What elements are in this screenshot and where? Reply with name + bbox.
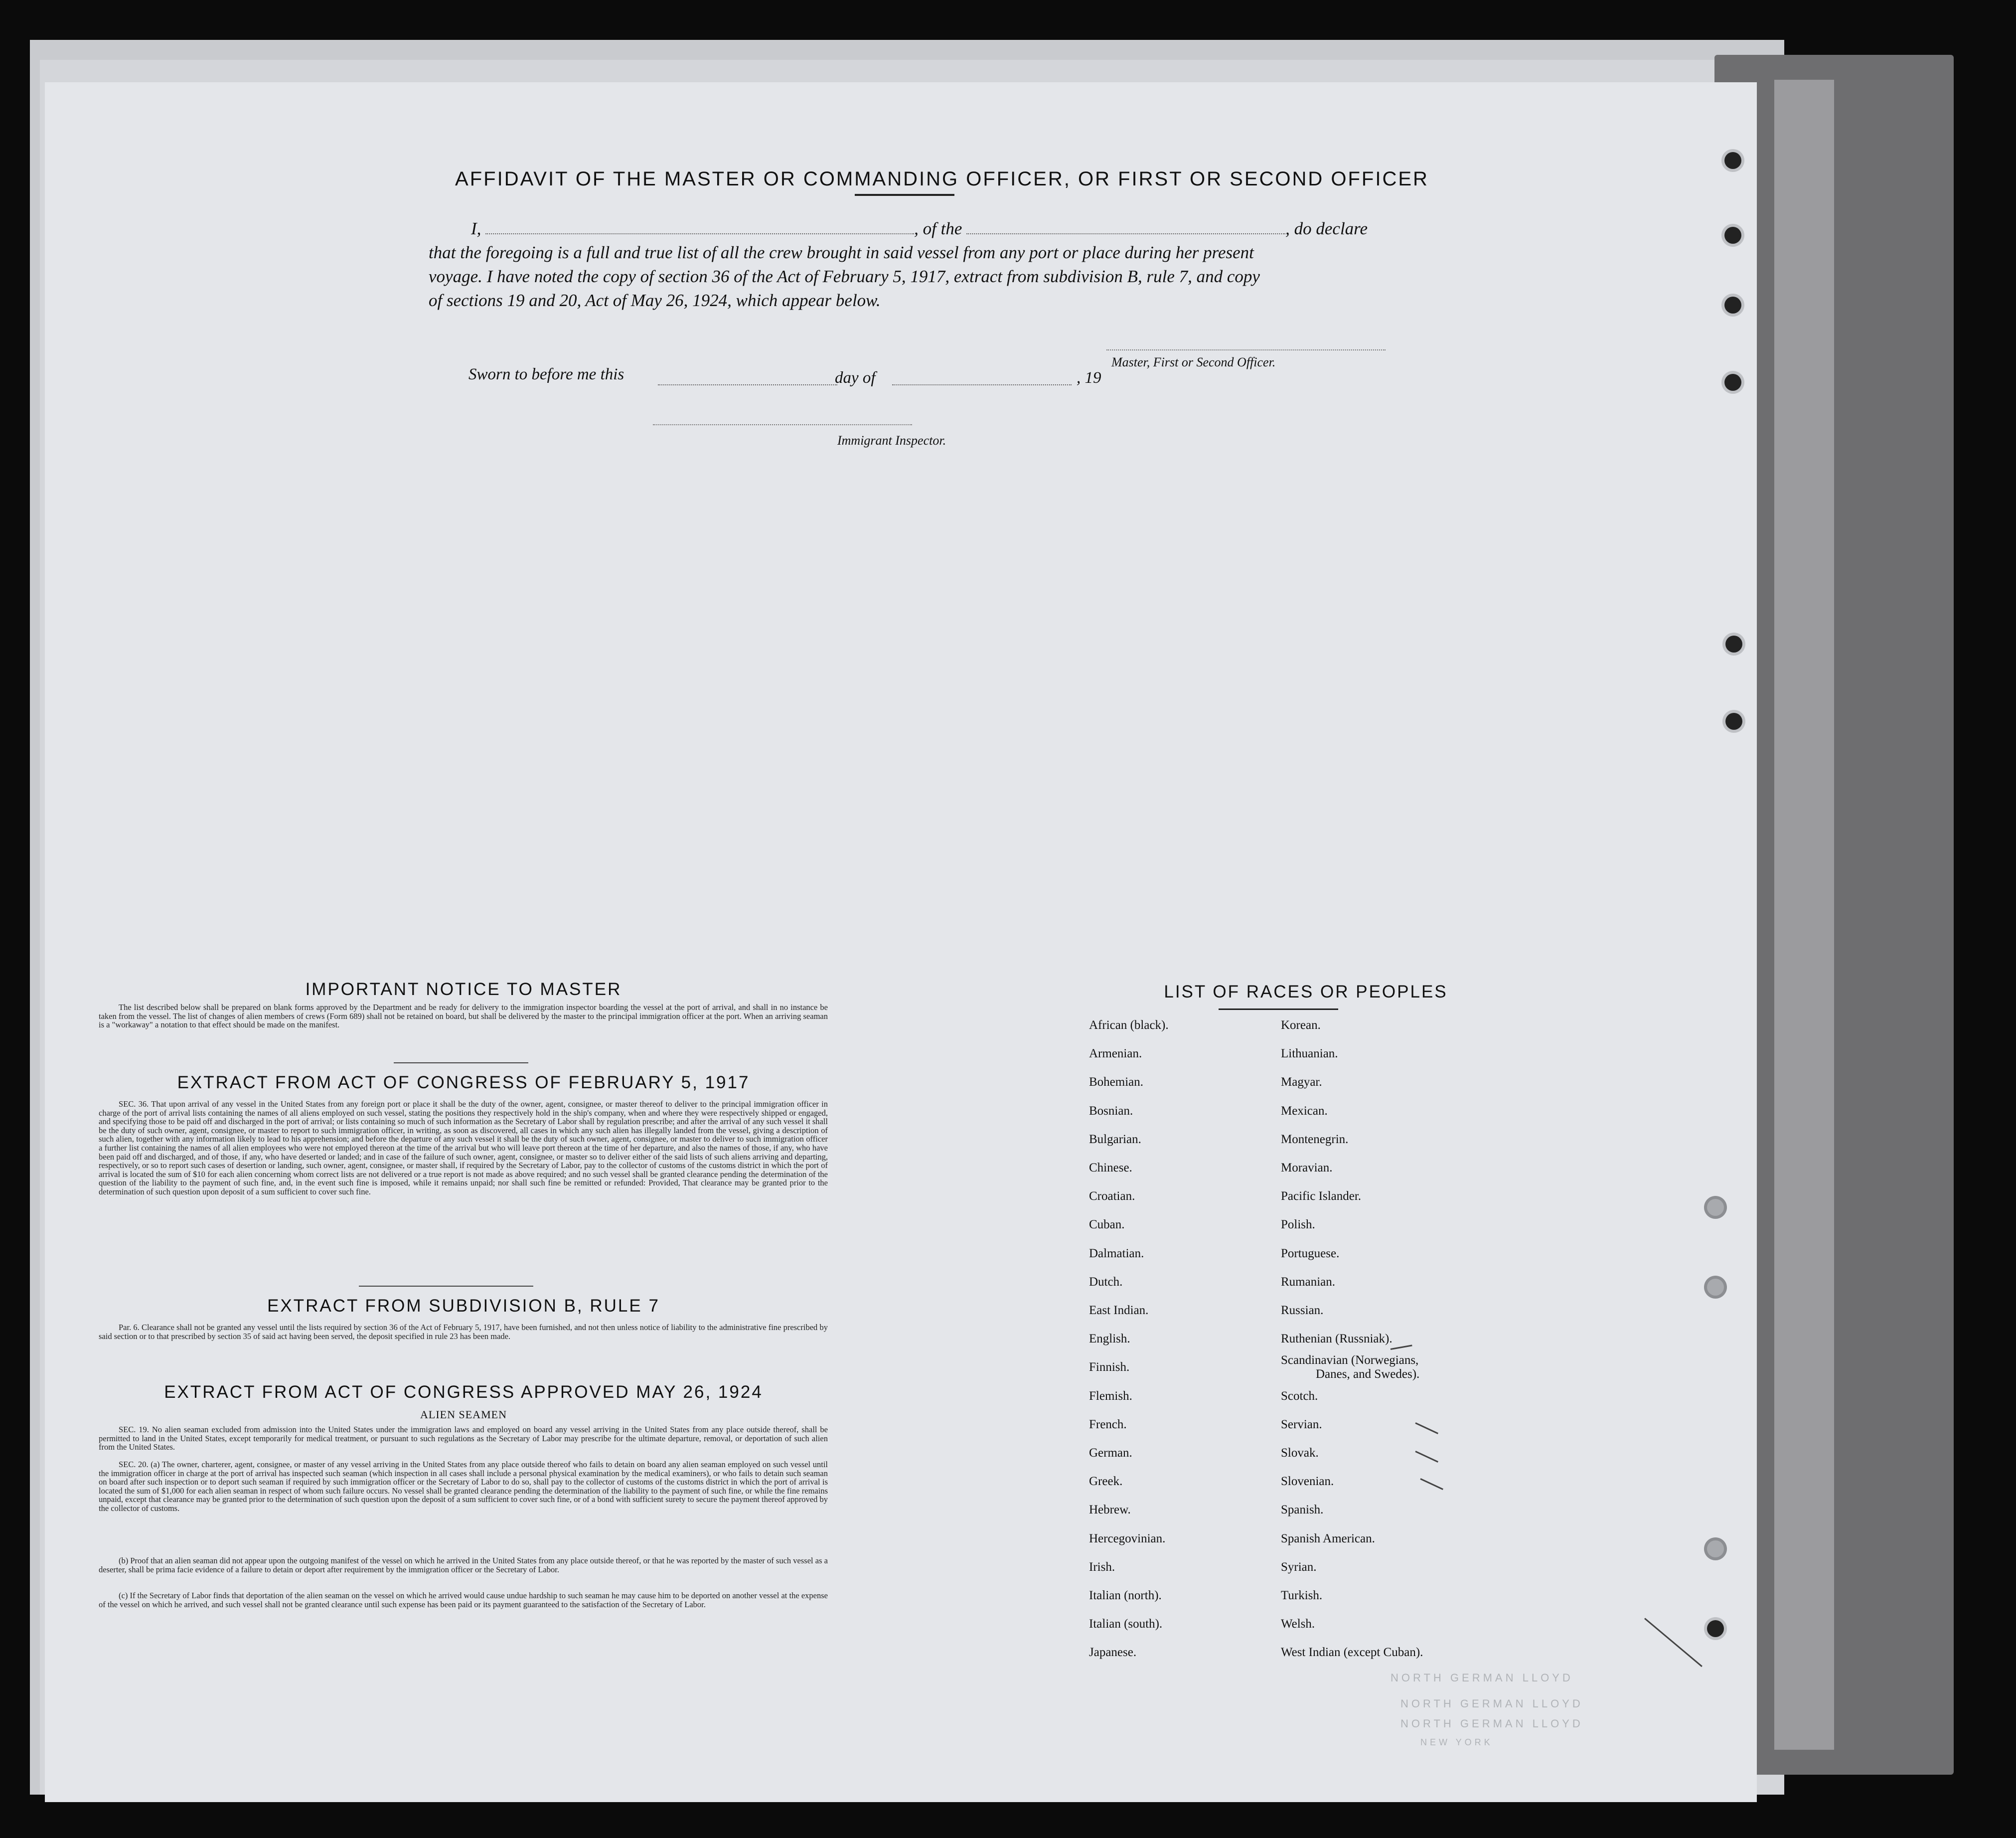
races-rule <box>1219 1008 1338 1010</box>
race-item: Turkish. <box>1281 1589 1323 1602</box>
binder-hole <box>1724 374 1741 391</box>
race-item: Spanish. <box>1281 1503 1324 1516</box>
inspector-label: Immigrant Inspector. <box>837 433 946 448</box>
manifest-page <box>45 82 1757 1802</box>
race-item: Dutch. <box>1089 1275 1123 1289</box>
race-item: Welsh. <box>1281 1617 1315 1631</box>
race-item: Slovenian. <box>1281 1475 1334 1488</box>
race-item: Croatian. <box>1089 1189 1135 1203</box>
race-item: Armenian. <box>1089 1047 1142 1060</box>
race-item: Lithuanian. <box>1281 1047 1338 1060</box>
race-item: Moravian. <box>1281 1161 1333 1174</box>
race-item: Polish. <box>1281 1218 1315 1231</box>
race-item: Spanish American. <box>1281 1532 1375 1545</box>
notice-title: IMPORTANT NOTICE TO MASTER <box>305 980 622 999</box>
affidavit-title: AFFIDAVIT OF THE MASTER OR COMMANDING OFFICER, OR FIRST OR SECOND OFFICER <box>455 168 1429 190</box>
folder-edge <box>1774 80 1834 1750</box>
extract-1917-title: EXTRACT FROM ACT OF CONGRESS OF FEBRUARY 5, 1917 <box>177 1073 750 1092</box>
race-item: Magyar. <box>1281 1075 1322 1089</box>
race-item: Pacific Islander. <box>1281 1189 1362 1203</box>
master-signature-line[interactable] <box>1106 348 1386 350</box>
extract-1917-text: SEC. 36. That upon arrival of any vessel in the United States from any foreign port or place it shall be the duty of the owner, agent, consignee, or master thereof to deliver to the principal immigration officer in charge of the port of arrival lists containing the names of all aliens employed on such vessel, stating the positions they respectively hold in the ship's company, when and where they were respectively shipped or engaged, and specifying those to be paid off and discharged in the port of arrival; or lists containing so much of such information as the Secretary of Labor shall by regulation prescribe; and after the arrival of any such vessel it shall be the duty of such owner, agent, consignee, or master to report to such immigration officer, in writing, as soon as discovered, all cases in which any such alien has illegally landed from the vessel, giving a description of such alien, together with any information likely to lead to his apprehension; and before the departure of any such vessel it shall be the duty of such owner, agent, consignee, or master to deliver to such immigration officer a further list containing the names of all alien employees who were not employed thereon at the time of the arrival but who will leave port thereon at the time of her departure, and also the names of those, if any, who have been paid off and discharged, and of those, if any, who have deserted or landed; and in case of the failure of such owner, agent, consignee, or master so to deliver either of the said lists of such aliens arriving and departing, respectively, or so to report such cases of desertion or landing, such owner, agent, consignee, or master shall, if required by the Secretary of Labor, pay to the collector of customs of the customs district in which the port of arrival is located the sum of $10 for each alien concerning whom correct lists are not delivered or a true report is not made as above required; and no such vessel shall be granted clearance pending the determination of the question of the liability to the payment of such fine, and, in the event such fine is imposed, while it remains unpaid; nor shall such fine be remitted or refunded: Provided, That clearance may be granted prior to the determination of such question upon deposit of a sum sufficient to cover such fine. <box>99 1099 828 1196</box>
binder-hole <box>1707 1540 1724 1557</box>
binder-hole <box>1724 152 1741 169</box>
subdivision-title: EXTRACT FROM SUBDIVISION B, RULE 7 <box>267 1296 660 1316</box>
binder-hole <box>1707 1279 1724 1296</box>
notice-text: The list described below shall be prepared on blank forms approved by the Department and be ready for delivery to the immigration inspector boarding the vessel at the port of arrival, and shall in no instance be taken from the vessel. The list of changes of alien members of crews (Form 689) shall not be retained on board, but shall be delivered by the master to the principal immigration officer at the port. When an arriving seaman is a "workaway" a notation to that effect should be made on the manifest. <box>99 1003 828 1030</box>
day-of-text: day of <box>835 369 876 387</box>
race-item: Scotch. <box>1281 1389 1318 1403</box>
race-item: Cuban. <box>1089 1218 1125 1231</box>
race-item: West Indian (except Cuban). <box>1281 1646 1423 1659</box>
race-item: Hebrew. <box>1089 1503 1131 1516</box>
affidavit-line-3: voyage. I have noted the copy of section 36 of the Act of February 5, 1917, extract from subdivision B, rule 7, and copy <box>429 267 1260 286</box>
affidavit-of-the: , of the <box>914 219 962 238</box>
race-item: English. <box>1089 1332 1130 1345</box>
binder-hole <box>1725 713 1742 730</box>
binder-hole <box>1707 1620 1724 1637</box>
race-item: Bulgarian. <box>1089 1133 1141 1146</box>
races-right-column <box>1281 1018 1560 1667</box>
title-rule <box>855 194 954 196</box>
notice-rule <box>394 1062 528 1063</box>
race-item: Russian. <box>1281 1304 1324 1317</box>
subdivision-text: Par. 6. Clearance shall not be granted any vessel until the lists required by section 36 of the Act of February 5, 1917, have been furnished, and not then unless notice of liability to the administrative fine prescribed by said section or to that prescribed by section 35 of said act having been served, the deposit specified in rule 23 has been made. <box>99 1323 828 1341</box>
race-item: Japanese. <box>1089 1646 1137 1659</box>
year-prefix: , 19 <box>1077 369 1101 387</box>
race-item: Korean. <box>1281 1018 1321 1032</box>
race-item: German. <box>1089 1446 1132 1460</box>
affidavit-i: I, <box>471 219 481 238</box>
race-item: Servian. <box>1281 1418 1322 1431</box>
sworn-text: Sworn to before me this <box>468 365 624 383</box>
affidavit-line-4: of sections 19 and 20, Act of May 26, 1924, which appear below. <box>429 291 881 310</box>
race-item: Hercegovinian. <box>1089 1532 1166 1545</box>
sec-20b-text: (b) Proof that an alien seaman did not appear upon the outgoing manifest of the vessel on which he arrived in the United States from any place outside thereof, or that he was reported by the master of such vessel as a deserter, shall be prima facie evidence of a failure to detain or deport after requirement by the immigration officer or the Secretary of Labor. <box>99 1556 828 1574</box>
race-item: Bohemian. <box>1089 1075 1144 1089</box>
race-item: East Indian. <box>1089 1304 1149 1317</box>
extract-1924-title: EXTRACT FROM ACT OF CONGRESS APPROVED MAY 26, 1924 <box>164 1382 763 1402</box>
sec-20a-text: SEC. 20. (a) The owner, charterer, agent, consignee, or master of any vessel arriving in the United States from any place outside thereof who fails to detain on board any alien seaman employed on such vessel until the immigration officer in charge at the port of arrival has inspected such seaman (which inspection in all cases shall include a personal physical examination by the medical examiners), or who fails to detain such seaman on board after such inspection or to deport such seaman if required by such immigration officer or the Secretary of Labor to do so, shall pay to the collector of customs of the customs district in which the port of arrival is located the sum of $1,000 for each alien seaman in respect of whom such failure occurs. No vessel shall be granted clearance pending the determination of the liability to the payment of such fine, or while the fine remains unpaid, except that clearance may be granted prior to the determination of such question upon the deposit of a sum sufficient to cover such fine, or of a bond with sufficient surety to secure the payment thereof approved by the collector of customs. <box>99 1460 828 1513</box>
race-item: Rumanian. <box>1281 1275 1336 1289</box>
sec-20c-text: (c) If the Secretary of Labor finds that deportation of the alien seaman on the vessel on which he arrived would cause undue hardship to such seaman he may cause him to be deported on another vessel at the expense of the vessel on which he arrived, and such vessel shall not be granted clearance until such expense has been paid or its payment guaranteed to the satisfaction of the Secretary of Labor. <box>99 1591 828 1609</box>
race-item: Montenegrin. <box>1281 1133 1349 1146</box>
race-item: Flemish. <box>1089 1389 1132 1403</box>
vessel-name-field[interactable] <box>966 218 1285 234</box>
pen-mark <box>1644 1618 1703 1667</box>
affidavit-body <box>429 217 1445 313</box>
race-item: Italian (north). <box>1089 1589 1162 1602</box>
race-item: Slovak. <box>1281 1446 1319 1460</box>
binder-hole <box>1725 636 1742 653</box>
stamp-line-4: NEW YORK <box>1420 1737 1493 1747</box>
races-left-column <box>1089 1018 1288 1667</box>
master-label: Master, First or Second Officer. <box>1111 355 1276 369</box>
race-item: African (black). <box>1089 1018 1169 1032</box>
binder-hole <box>1724 297 1741 314</box>
affidavit-line-1 <box>429 217 1445 241</box>
race-item: Finnish. <box>1089 1360 1130 1374</box>
races-title: LIST OF RACES OR PEOPLES <box>1164 982 1448 1002</box>
stamp-line-2: NORTH GERMAN LLOYD <box>1400 1697 1583 1710</box>
stamp-line-1: NORTH GERMAN LLOYD <box>1391 1671 1573 1684</box>
officer-name-field[interactable] <box>485 218 914 234</box>
affidavit-line-2: that the foregoing is a full and true list of all the crew brought in said vessel from any port or place during her present <box>429 243 1254 262</box>
binder-hole <box>1707 1199 1724 1216</box>
binder-hole <box>1724 227 1741 244</box>
race-item: Syrian. <box>1281 1560 1317 1574</box>
race-item: Ruthenian (Russniak). <box>1281 1332 1393 1345</box>
race-item: Italian (south). <box>1089 1617 1163 1631</box>
sworn-day-field[interactable] <box>658 369 837 385</box>
stamp-line-3: NORTH GERMAN LLOYD <box>1400 1717 1583 1730</box>
race-item: Irish. <box>1089 1560 1115 1574</box>
extract-1924-subtitle: ALIEN SEAMEN <box>420 1408 507 1421</box>
race-item: Bosnian. <box>1089 1104 1133 1118</box>
affidavit-do-declare: , do declare <box>1285 219 1368 238</box>
race-item: Chinese. <box>1089 1161 1132 1174</box>
race-item: Scandinavian (Norwegians, Danes, and Swedes). <box>1281 1353 1420 1381</box>
race-item: French. <box>1089 1418 1127 1431</box>
race-item: Greek. <box>1089 1475 1123 1488</box>
race-item: Dalmatian. <box>1089 1247 1144 1260</box>
race-item: Mexican. <box>1281 1104 1328 1118</box>
sec-19-text: SEC. 19. No alien seaman excluded from admission into the United States under the immigration laws and employed on board any vessel arriving in the United States from any place outside thereof, shall be permitted to land in the United States, except temporarily for medical treatment, or pursuant to such regulations as the Secretary of Labor may prescribe for the ultimate departure, removal, or deportation of such alien from the United States. <box>99 1425 828 1452</box>
inspector-signature-line[interactable] <box>653 424 912 425</box>
extract-1917-rule <box>359 1286 533 1287</box>
race-item: Portuguese. <box>1281 1247 1340 1260</box>
sworn-month-field[interactable] <box>892 369 1072 385</box>
